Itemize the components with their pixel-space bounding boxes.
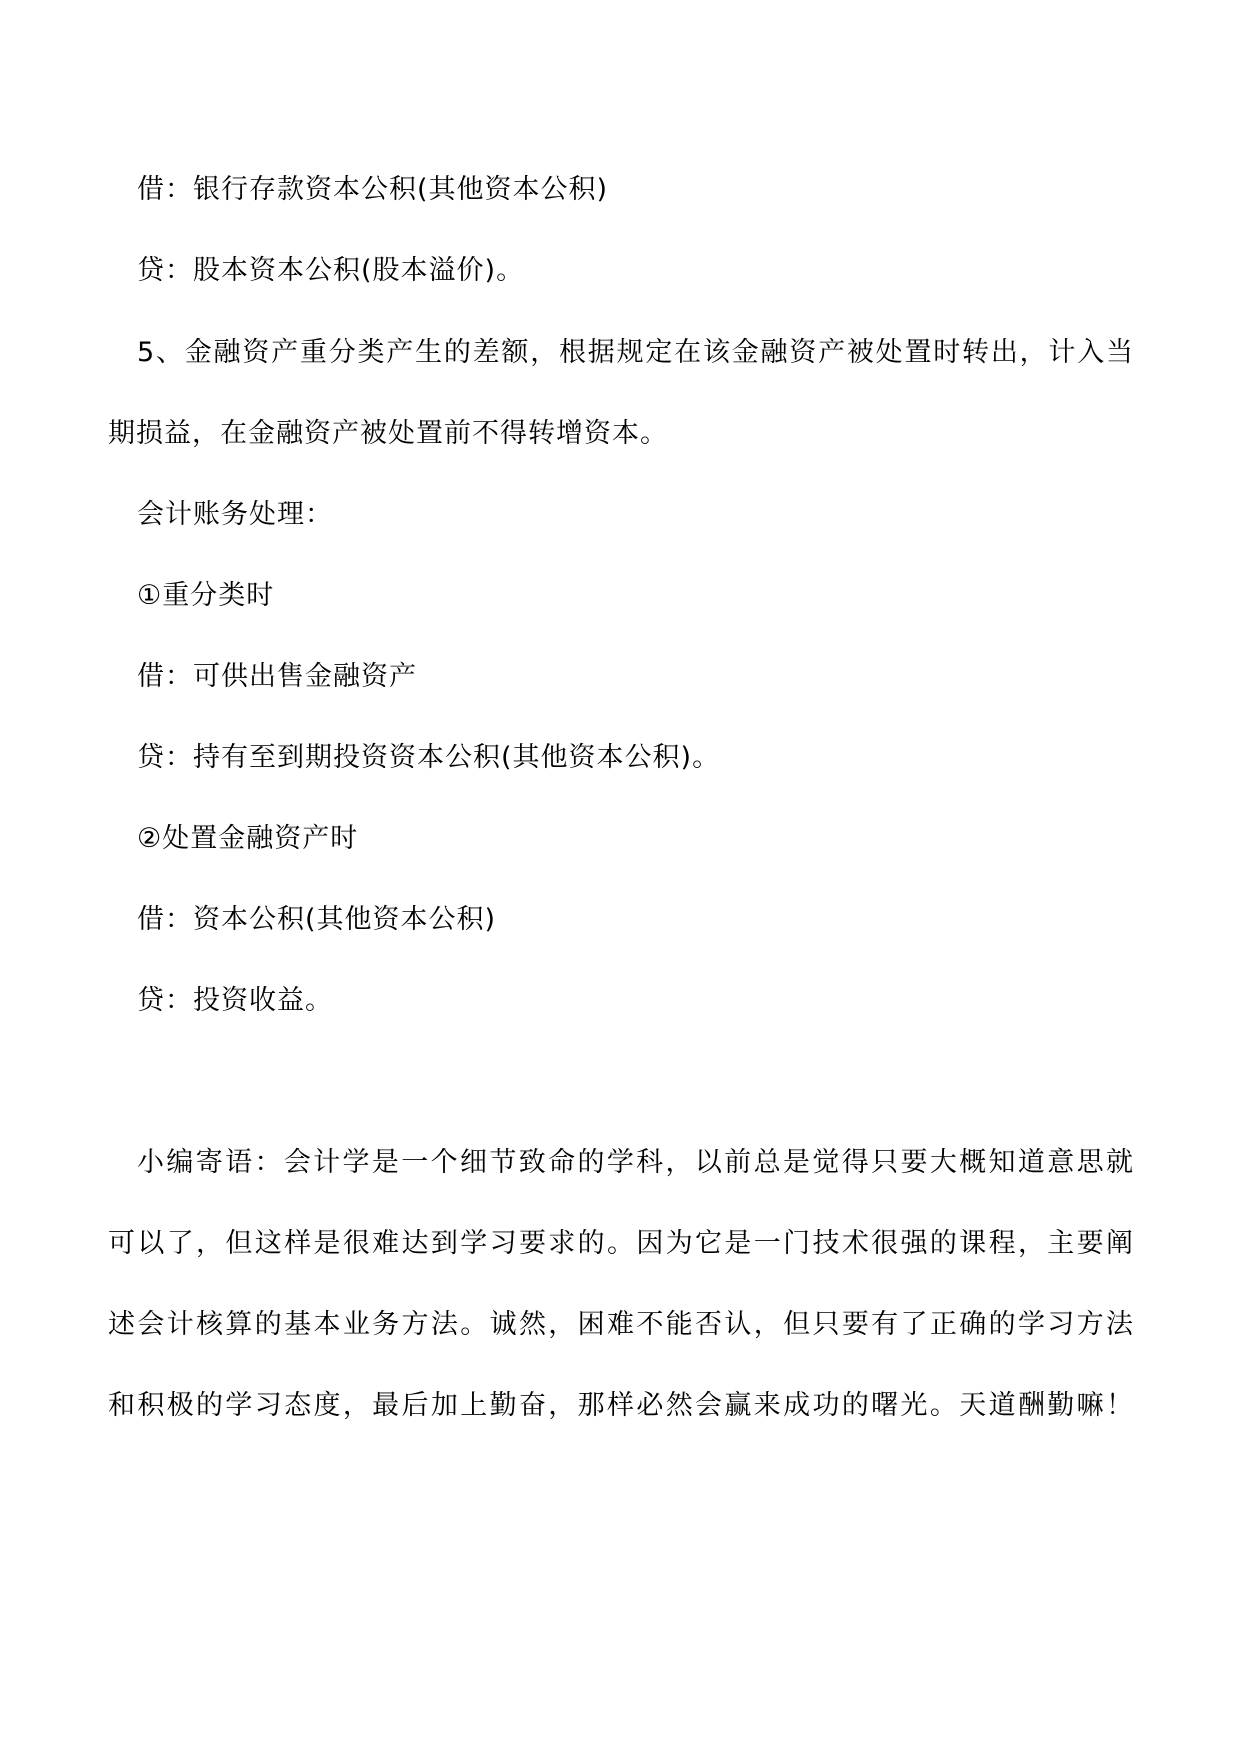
accounting-treatment-heading: 会计账务处理： xyxy=(137,499,333,530)
debit-bank-deposit-line: 借：银行存款资本公积(其他资本公积) xyxy=(137,174,609,205)
credit-held-to-maturity-line: 贷：持有至到期投资资本公积(其他资本公积)。 xyxy=(137,742,721,773)
credit-share-capital-line: 贷：股本资本公积(股本溢价)。 xyxy=(137,255,525,286)
closing-line-1: 小编寄语：会计学是一个细节致命的学科，以前总是觉得只要大概知道意思就 xyxy=(137,1147,1134,1178)
closing-line-3: 述会计核算的基本业务方法。诚然，困难不能否认，但只要有了正确的学习方法 xyxy=(108,1309,1134,1340)
disposal-step: ②处置金融资产时 xyxy=(137,823,359,854)
closing-line-4: 和积极的学习态度，最后加上勤奋，那样必然会赢来成功的曙光。天道酬勤嘛！ xyxy=(108,1390,1134,1421)
item-5-line-2: 期损益，在金融资产被处置前不得转增资本。 xyxy=(108,418,668,449)
item-5-line-1: 5、金融资产重分类产生的差额，根据规定在该金融资产被处置时转出，计入当 xyxy=(137,337,1134,368)
credit-investment-income-line: 贷：投资收益。 xyxy=(137,985,333,1016)
debit-capital-reserve-line: 借：资本公积(其他资本公积) xyxy=(137,904,497,935)
closing-line-2: 可以了，但这样是很难达到学习要求的。因为它是一门技术很强的课程，主要阐 xyxy=(108,1228,1134,1259)
debit-available-for-sale-line: 借：可供出售金融资产 xyxy=(137,661,417,692)
reclassification-step: ①重分类时 xyxy=(137,580,275,611)
